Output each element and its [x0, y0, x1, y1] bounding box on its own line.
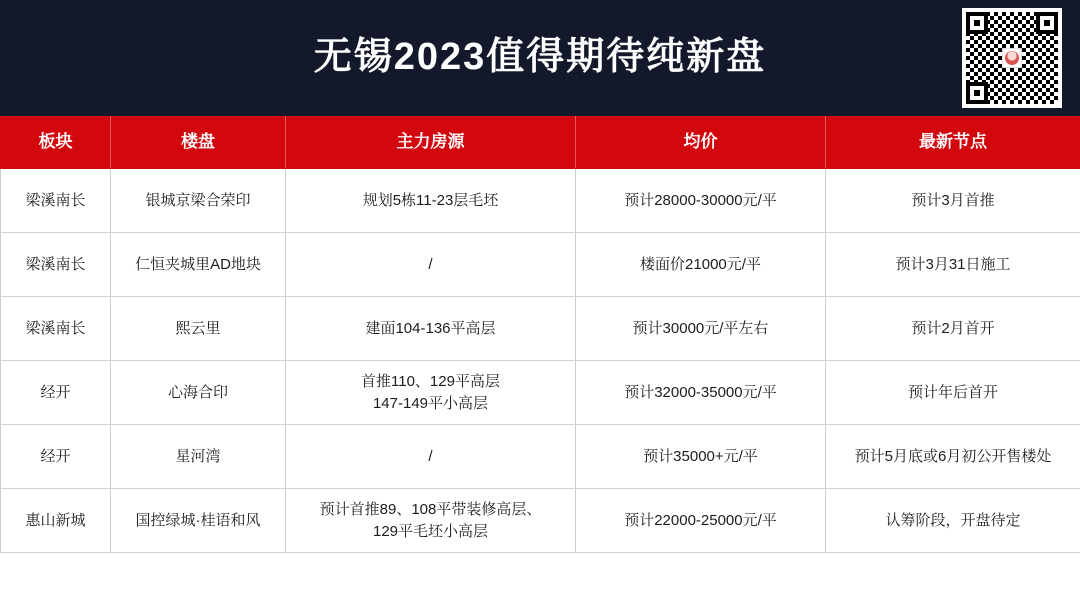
column-header-project: 楼盘	[111, 117, 286, 169]
cell-project: 星河湾	[111, 425, 286, 489]
cell-area: 惠山新城	[1, 489, 111, 553]
cell-units-line: 147-149平小高层	[372, 394, 489, 412]
cell-project: 心海合印	[111, 361, 286, 425]
cell-area: 梁溪南长	[1, 233, 111, 297]
cell-units-line: 首推110、129平高层	[361, 372, 500, 390]
cell-units	[286, 489, 576, 553]
column-header-units: 主力房源	[286, 117, 576, 169]
qr-finder-top-left	[966, 12, 988, 34]
column-header-price: 均价	[576, 117, 826, 169]
new-projects-table	[0, 116, 1080, 553]
cell-units	[286, 361, 576, 425]
qr-code-icon[interactable]	[962, 8, 1062, 108]
cell-status: 预计3月首推	[826, 169, 1080, 233]
table-row	[1, 489, 1080, 553]
cell-status: 认筹阶段，开盘待定	[826, 489, 1080, 553]
cell-project: 银城京梁合荣印	[111, 169, 286, 233]
cell-status: 预计3月31日施工	[826, 233, 1080, 297]
cell-project: 仁恒夹城里AD地块	[111, 233, 286, 297]
cell-price: 预计22000-25000元/平	[576, 489, 826, 553]
cell-status: 预计2月首开	[826, 297, 1080, 361]
cell-units-line: 预计首推89、108平带装修高层、	[319, 500, 542, 518]
cell-price: 预计35000+元/平	[576, 425, 826, 489]
cell-units-line: /	[428, 447, 433, 465]
cell-area: 经开	[1, 361, 111, 425]
table-row	[1, 169, 1080, 233]
cell-units-line: /	[428, 255, 433, 273]
cell-area: 经开	[1, 425, 111, 489]
column-header-status: 最新节点	[826, 117, 1080, 169]
cell-project: 国控绿城·桂语和风	[111, 489, 286, 553]
cell-units	[286, 233, 576, 297]
cell-units	[286, 169, 576, 233]
cell-units	[286, 297, 576, 361]
table-row	[1, 361, 1080, 425]
cell-price: 预计32000-35000元/平	[576, 361, 826, 425]
cell-area: 梁溪南长	[1, 169, 111, 233]
table-header-row	[1, 117, 1080, 169]
qr-code-graphic	[966, 12, 1058, 104]
cell-units-line: 规划5栋11-23层毛坯	[362, 191, 499, 209]
table-row	[1, 297, 1080, 361]
column-header-area: 板块	[1, 117, 111, 169]
page-title: 无锡2023值得期待纯新盘	[313, 36, 767, 79]
table-row	[1, 425, 1080, 489]
qr-finder-top-right	[1036, 12, 1058, 34]
cell-area: 梁溪南长	[1, 297, 111, 361]
cell-units-line: 129平毛坯小高层	[372, 522, 489, 540]
avatar-icon	[1002, 48, 1022, 68]
cell-units	[286, 425, 576, 489]
cell-project: 熙云里	[111, 297, 286, 361]
cell-status: 预计年后首开	[826, 361, 1080, 425]
cell-price: 楼面价21000元/平	[576, 233, 826, 297]
qr-finder-bottom-left	[966, 82, 988, 104]
table-row	[1, 233, 1080, 297]
poster-header	[0, 0, 1080, 116]
cell-units-line: 建面104-136平高层	[365, 319, 496, 337]
cell-price: 预计28000-30000元/平	[576, 169, 826, 233]
cell-price: 预计30000元/平左右	[576, 297, 826, 361]
cell-status: 预计5月底或6月初公开售楼处	[826, 425, 1080, 489]
